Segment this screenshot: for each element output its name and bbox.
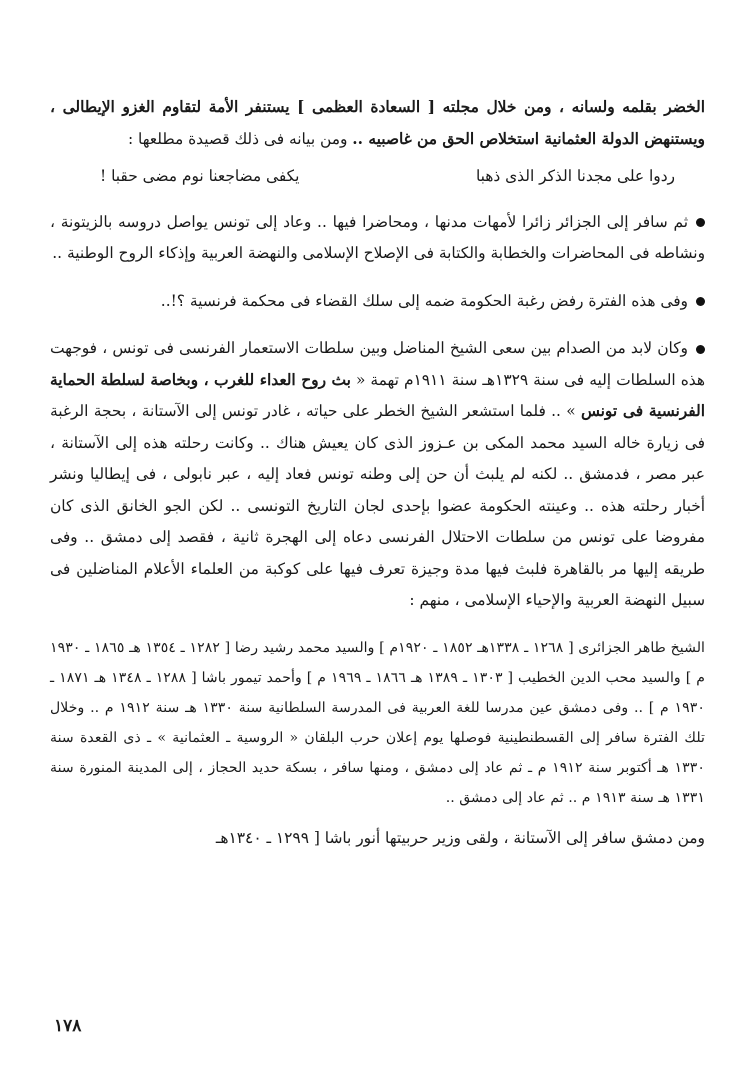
intro-paragraph [50,92,705,155]
bullet-paragraph-judiciary [50,286,705,318]
bullet-text-continued: » .. فلما استشعر الشيخ الخطر على حياته ، غادر تونس إلى الآستانة ، بحجة الرغبة فى زيارة خاله السيد محمد المكى بن عـزوز الذى كان يعيش هناك .. وكانت رحلته هذه إلى الآستانة ، عبر مصر ، فدمشق .. لكنه لم يلبث أن حن إلى وطنه تونس فعاد إليه ، عبر نابولى ، فى إيطاليا ونشر أخبار رحلته هذه .. وعينته الحكومة عضوا بإحدى لجان التاريخ التونسى .. لكن الجو الخانق الذى كان مفروضا على تونس من سلطات الاحتلال الفرنسى دعاه إلى الهجرة ثانية ، فقصد إلى دمشق .. وفى طريقه إليها مر بالقاهرة فلبث فيها مدة وجيزة تعرف فيها على كوكبة من العلماء الأعلام المناضلين فى سبيل النهضة العربية والإحياء الإسلامى ، منهم : [50,402,705,609]
page-number: ١٧٨ [54,1016,82,1036]
bullet-text: ثم سافر إلى الجزائر زائرا لأمهات مدنها ، ومحاضرا فيها .. وعاد إلى تونس يواصل دروسه بالزيتونة ، ونشاطه فى المحاضرات والخطابة والكتابة فى الإصلاح الإسلامى والنهضة العربية وإذكاء الروح الوطنية .. [50,212,705,262]
bullet-paragraph-exile [50,333,705,617]
bullet-paragraph-algeria [50,207,705,270]
bullet-icon [696,345,705,354]
poem-hemistich-left: يكفى مضاجعنا نوم مضى حقبا ! [100,167,300,185]
bullet-text: وفى هذه الفترة رفض رغبة الحكومة ضمه إلى سلك القضاء فى محكمة فرنسية ؟!.. [160,291,688,310]
intro-bold-text: الخضر بقلمه ولسانه ، ومن خلال مجلته [ السعادة العظمى ] يستنفر الأمة لتقاوم الغزو الإيطالى ، ويستنهض الدولة العثمانية استخلاص الحق من غاصبيه .. [50,98,705,148]
bullet-icon [696,297,705,306]
last-paragraph: ومن دمشق سافر إلى الآستانة ، ولقى وزير حربيتها أنور باشا [ ١٢٩٩ ـ ١٣٤٠هـ [215,828,705,847]
page-body [50,92,705,854]
bullet-bold-text: بث روح العداء للغرب ، وبخاصة لسلطة الحماية الفرنسية فى تونس [50,370,705,420]
poem-hemistich-right: ردوا على مجدنا الذكر الذى ذهبا [475,167,675,185]
intro-text: ومن بيانه فى ذلك قصيدة مطلعها : [127,129,353,148]
bullet-text: وكان لابد من الصدام بين سعى الشيخ المناضل وبين سلطات الاستعمار الفرنسى فى تونس ، فوجهت هذه السلطات إليه فى سنة ١٣٢٩هـ سنة ١٩١١م تهمة « [50,339,705,389]
scholars-paragraph: الشيخ طاهر الجزائرى [ ١٢٦٨ ـ ١٣٣٨هـ ١٨٥٢ ـ ١٩٢٠م ] والسيد محمد رشيد رضا [ ١٢٨٢ ـ ١٣٥٤ هـ ١٨٦٥ ـ ١٩٣٠ م ] والسيد محب الدين الخطيب [ ١٣٠٣ ـ ١٣٨٩ هـ ١٨٦٦ ـ ١٩٦٩ م ] وأحمد تيمور باشا [ ١٢٨٨ ـ ١٣٤٨ هـ ١٨٧١ ـ ١٩٣٠ م ] .. وفى دمشق عين مدرسا للغة العربية فى المدرسة السلطانية سنة ١٣٣٠ هـ سنة ١٩١٢ م .. وخلال تلك الفترة سافر إلى القسطنطينية فوصلها يوم إعلان حرب البلقان « الروسية ـ العثمانية » ـ ذى القعدة سنة ١٣٣٠ هـ أكتوبر سنة ١٩١٢ م ـ ثم عاد إلى دمشق ، ومنها سافر ، بسكة حديد الحجاز ، إلى المدينة المنورة سنة ١٣٣١ هـ سنة ١٩١٣ م .. ثم عاد إلى دمشق .. [50,639,706,806]
poem-verse [50,155,705,197]
bullet-icon [696,218,705,227]
